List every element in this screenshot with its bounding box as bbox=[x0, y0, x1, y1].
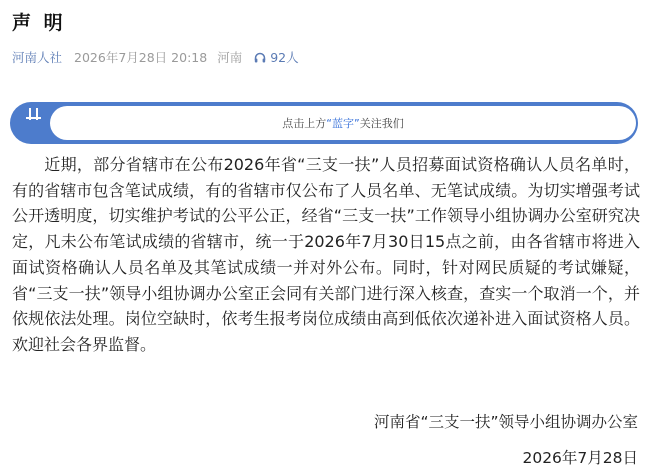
headphone-icon bbox=[254, 52, 266, 63]
article-body bbox=[12, 152, 640, 358]
source-link[interactable]: 河南人社 bbox=[12, 50, 63, 65]
listen-count: 92人 bbox=[270, 50, 299, 65]
banner-highlight: “蓝字” bbox=[326, 117, 360, 130]
follow-banner[interactable] bbox=[10, 102, 638, 144]
banner-text[interactable] bbox=[50, 106, 636, 140]
banner-suffix: 关注我们 bbox=[359, 117, 404, 130]
region-label: 河南 bbox=[217, 50, 243, 65]
body-paragraph: 近期，部分省辖市在公布2026年省“三支一扶”人员招募面试资格确认人员名单时，有的省辖市包含笔试成绩，有的省辖市仅公布了人员名单、无笔试成绩。为切实增强考试公开透明度，切实维护考试的公平公正，经省“三支一扶”工作领导小组协调办公室研究决定，凡未公布笔试成绩的省辖市，统一于2026年7月30日15点之前，由各省辖市将进入面试资格确认人员名单及其笔试成绩一并对外公布。同时，针对网民质疑的考试嫌疑，省“三支一扶”领导小组协调办公室正会同有关部门进行深入核查，查实一个取消一个，并依规依法处理。岗位空缺时，依考生报考岗位成绩由高到低依次递补进入面试资格人员。欢迎社会各界监督。 bbox=[12, 155, 640, 354]
bookmark-icon bbox=[24, 108, 44, 122]
publish-time: 2026年7月28日 20:18 bbox=[74, 50, 208, 65]
article-meta bbox=[12, 48, 299, 66]
listen-button[interactable] bbox=[254, 48, 298, 66]
sign-date: 2026年7月28日 bbox=[522, 449, 638, 467]
signature: 河南省“三支一扶”领导小组协调办公室 bbox=[373, 413, 638, 431]
banner-prefix: 点击上方 bbox=[282, 117, 327, 130]
article-title: 声 明 bbox=[12, 12, 66, 34]
